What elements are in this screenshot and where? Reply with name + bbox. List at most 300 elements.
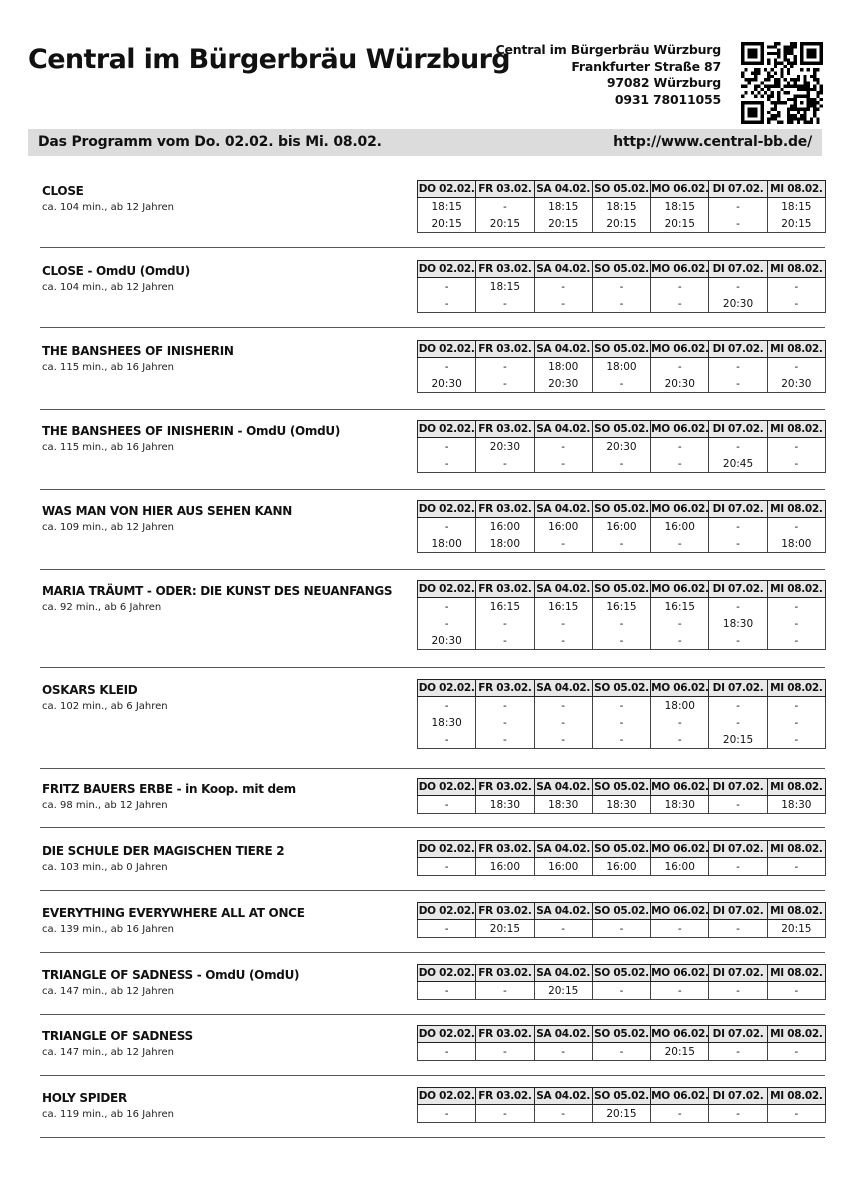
showtime-cell[interactable]: 20:30 [418, 632, 476, 650]
showtime-cell: - [534, 438, 592, 456]
day-header: DO 02.02. [418, 1026, 476, 1043]
showtime-cell: - [476, 198, 534, 216]
day-header: SO 05.02. [592, 261, 650, 278]
day-header-row [418, 261, 826, 278]
movie-info: ca. 147 min., ab 12 Jahren [42, 986, 174, 997]
day-header: DI 07.02. [709, 341, 767, 358]
day-header: SO 05.02. [592, 581, 650, 598]
showtime-cell[interactable]: 20:15 [709, 731, 767, 749]
showtime-row [418, 278, 826, 296]
program-range: Das Programm vom Do. 02.02. bis Mi. 08.02. [38, 134, 382, 150]
showtime-cell: - [476, 714, 534, 731]
day-header-row [418, 779, 826, 796]
showtime-cell: - [534, 1043, 592, 1061]
day-header: DI 07.02. [709, 261, 767, 278]
day-header: SO 05.02. [592, 1088, 650, 1105]
showtime-cell: - [592, 295, 650, 313]
showtime-cell[interactable]: 16:00 [592, 858, 650, 876]
showtime-table [417, 500, 826, 553]
day-header-row [418, 680, 826, 697]
showtime-cell: - [709, 278, 767, 296]
showtime-cell[interactable]: 18:00 [418, 535, 476, 553]
section-divider [40, 1137, 825, 1138]
showtime-cell[interactable]: 20:30 [418, 375, 476, 393]
movie-title[interactable]: TRIANGLE OF SADNESS - OmdU (OmdU) [42, 968, 300, 982]
showtime-cell: - [534, 615, 592, 632]
day-header: MI 08.02. [767, 841, 825, 858]
showtime-cell: - [709, 518, 767, 536]
showtime-cell: - [651, 295, 709, 313]
showtime-cell[interactable]: 20:15 [651, 1043, 709, 1061]
showtime-cell: - [534, 535, 592, 553]
movie-block [28, 1025, 825, 1076]
showtime-row [418, 920, 826, 938]
day-header: FR 03.02. [476, 1088, 534, 1105]
showtime-cell[interactable]: 16:15 [592, 598, 650, 616]
showtime-cell: - [476, 1043, 534, 1061]
movie-title[interactable]: FRITZ BAUERS ERBE - in Koop. mit dem [42, 782, 296, 796]
address-block [496, 42, 722, 108]
showtime-table [417, 778, 826, 814]
showtime-row [418, 615, 826, 632]
day-header-row [418, 965, 826, 982]
day-header: DO 02.02. [418, 680, 476, 697]
showtime-cell[interactable]: 20:15 [767, 215, 825, 233]
day-header: MO 06.02. [651, 779, 709, 796]
day-header: SA 04.02. [534, 680, 592, 697]
day-header: MO 06.02. [651, 261, 709, 278]
movie-info: ca. 98 min., ab 12 Jahren [42, 800, 168, 811]
day-header: FR 03.02. [476, 779, 534, 796]
showtime-cell: - [767, 1043, 825, 1061]
showtime-cell: - [709, 375, 767, 393]
showtime-cell: - [418, 455, 476, 473]
day-header: SO 05.02. [592, 181, 650, 198]
day-header: MI 08.02. [767, 181, 825, 198]
showtime-cell: - [592, 535, 650, 553]
movie-info: ca. 102 min., ab 6 Jahren [42, 701, 168, 712]
showtime-cell: - [651, 1105, 709, 1123]
showtime-cell: - [709, 982, 767, 1000]
showtime-cell[interactable]: 18:30 [592, 796, 650, 814]
day-header-row [418, 1088, 826, 1105]
address-phone: 0931 78011055 [614, 91, 721, 107]
showtime-row [418, 375, 826, 393]
showtime-table [417, 580, 826, 650]
day-header: SA 04.02. [534, 421, 592, 438]
showtime-cell[interactable]: 20:15 [418, 215, 476, 233]
showtime-row [418, 714, 826, 731]
showtime-cell[interactable]: 18:30 [476, 796, 534, 814]
showtime-table [417, 420, 826, 473]
movie-block [28, 340, 825, 410]
movie-block [28, 500, 825, 570]
showtime-cell: - [767, 731, 825, 749]
movie-title[interactable]: THE BANSHEES OF INISHERIN - OmdU (OmdU) [42, 424, 341, 438]
showtime-cell[interactable]: 16:15 [651, 598, 709, 616]
showtime-table [417, 1087, 826, 1123]
day-header: DO 02.02. [418, 261, 476, 278]
day-header: SO 05.02. [592, 1026, 650, 1043]
day-header: DI 07.02. [709, 680, 767, 697]
day-header: DI 07.02. [709, 581, 767, 598]
showtime-cell[interactable]: 18:15 [476, 278, 534, 296]
day-header: DO 02.02. [418, 581, 476, 598]
movie-info: ca. 115 min., ab 16 Jahren [42, 362, 174, 373]
showtime-cell[interactable]: 20:45 [709, 455, 767, 473]
day-header: DO 02.02. [418, 181, 476, 198]
day-header: MI 08.02. [767, 1088, 825, 1105]
movie-block [28, 1087, 825, 1138]
day-header: FR 03.02. [476, 181, 534, 198]
day-header: MI 08.02. [767, 779, 825, 796]
showtime-row [418, 358, 826, 376]
movie-block [28, 964, 825, 1015]
showtime-cell: - [767, 518, 825, 536]
showtime-cell[interactable]: 20:15 [476, 920, 534, 938]
showtime-row [418, 731, 826, 749]
showtime-row [418, 198, 826, 216]
movie-title[interactable]: HOLY SPIDER [42, 1091, 127, 1105]
showtime-cell[interactable]: 20:15 [651, 215, 709, 233]
showtime-cell: - [534, 1105, 592, 1123]
day-header-row [418, 181, 826, 198]
day-header: FR 03.02. [476, 965, 534, 982]
movie-block [28, 580, 825, 668]
showtime-row [418, 982, 826, 1000]
showtime-cell: - [651, 278, 709, 296]
showtime-cell: - [651, 438, 709, 456]
section-divider [40, 827, 825, 828]
day-header-row [418, 501, 826, 518]
showtime-cell: - [592, 714, 650, 731]
showtime-row [418, 1043, 826, 1061]
showtime-cell: - [476, 375, 534, 393]
section-divider [40, 1075, 825, 1076]
showtime-cell: - [418, 858, 476, 876]
showtime-cell[interactable]: 20:30 [534, 375, 592, 393]
showtime-cell: - [592, 697, 650, 715]
day-header: SO 05.02. [592, 341, 650, 358]
day-header: SO 05.02. [592, 965, 650, 982]
showtime-cell[interactable]: 20:15 [534, 982, 592, 1000]
showtime-cell[interactable]: 18:30 [767, 796, 825, 814]
showtime-cell: - [767, 714, 825, 731]
day-header: MI 08.02. [767, 341, 825, 358]
showtime-cell: - [476, 731, 534, 749]
showtime-cell[interactable]: 16:00 [476, 518, 534, 536]
day-header: SO 05.02. [592, 501, 650, 518]
day-header: DI 07.02. [709, 501, 767, 518]
showtime-cell: - [709, 438, 767, 456]
showtime-cell: - [592, 920, 650, 938]
showtime-cell: - [418, 598, 476, 616]
movie-title[interactable]: EVERYTHING EVERYWHERE ALL AT ONCE [42, 906, 305, 920]
showtime-cell[interactable]: 18:00 [767, 535, 825, 553]
showtime-cell: - [651, 455, 709, 473]
showtime-cell[interactable]: 16:15 [534, 598, 592, 616]
showtime-cell[interactable]: 20:30 [592, 438, 650, 456]
day-header: SO 05.02. [592, 421, 650, 438]
section-divider [40, 327, 825, 328]
day-header: MO 06.02. [651, 581, 709, 598]
day-header: DI 07.02. [709, 1088, 767, 1105]
movie-info: ca. 147 min., ab 12 Jahren [42, 1047, 174, 1058]
day-header: MO 06.02. [651, 1088, 709, 1105]
showtime-table [417, 840, 826, 876]
showtime-cell[interactable]: 18:15 [418, 198, 476, 216]
showtime-cell: - [767, 982, 825, 1000]
day-header: DO 02.02. [418, 779, 476, 796]
day-header: DI 07.02. [709, 841, 767, 858]
day-header: MO 06.02. [651, 680, 709, 697]
day-header: SA 04.02. [534, 779, 592, 796]
movie-block [28, 902, 825, 953]
movie-info: ca. 139 min., ab 16 Jahren [42, 924, 174, 935]
day-header: DO 02.02. [418, 341, 476, 358]
showtime-cell: - [534, 632, 592, 650]
showtime-cell: - [767, 278, 825, 296]
showtime-cell: - [418, 278, 476, 296]
movie-info: ca. 103 min., ab 0 Jahren [42, 862, 168, 873]
showtime-cell: - [651, 535, 709, 553]
showtime-cell: - [709, 1043, 767, 1061]
movie-info: ca. 92 min., ab 6 Jahren [42, 602, 162, 613]
day-header: SA 04.02. [534, 261, 592, 278]
showtime-cell[interactable]: 18:30 [651, 796, 709, 814]
showtime-row [418, 518, 826, 536]
day-header: MO 06.02. [651, 341, 709, 358]
day-header-row [418, 841, 826, 858]
day-header: SO 05.02. [592, 903, 650, 920]
movie-block [28, 260, 825, 328]
showtime-cell[interactable]: 18:15 [767, 198, 825, 216]
showtime-cell: - [418, 1043, 476, 1061]
day-header: DI 07.02. [709, 965, 767, 982]
showtime-cell: - [651, 632, 709, 650]
movie-block [28, 679, 825, 769]
showtime-cell: - [476, 1105, 534, 1123]
showtime-cell: - [592, 278, 650, 296]
showtime-cell[interactable]: 20:30 [476, 438, 534, 456]
showtime-cell: - [767, 358, 825, 376]
showtime-table [417, 180, 826, 233]
showtime-cell: - [418, 438, 476, 456]
day-header: MI 08.02. [767, 1026, 825, 1043]
movie-title[interactable]: CLOSE [42, 184, 84, 198]
cinema-title: Central im Bürgerbräu Würzburg [28, 44, 511, 75]
showtime-cell: - [534, 920, 592, 938]
day-header-row [418, 581, 826, 598]
showtime-cell: - [767, 858, 825, 876]
showtime-cell: - [534, 731, 592, 749]
showtime-cell: - [767, 1105, 825, 1123]
showtime-cell[interactable]: 18:00 [534, 358, 592, 376]
showtime-cell: - [592, 615, 650, 632]
showtime-cell[interactable]: 18:00 [651, 697, 709, 715]
showtime-cell: - [709, 215, 767, 233]
showtime-cell: - [767, 295, 825, 313]
showtime-cell[interactable]: 20:15 [592, 215, 650, 233]
showtime-cell: - [476, 697, 534, 715]
movie-block [28, 840, 825, 891]
showtime-cell: - [709, 598, 767, 616]
website-link[interactable]: http://www.central-bb.de/ [613, 134, 812, 150]
day-header: FR 03.02. [476, 421, 534, 438]
day-header: MI 08.02. [767, 965, 825, 982]
day-header: DI 07.02. [709, 421, 767, 438]
showtime-cell: - [592, 375, 650, 393]
showtime-cell: - [709, 632, 767, 650]
showtime-cell[interactable]: 20:15 [476, 215, 534, 233]
showtime-cell[interactable]: 18:15 [651, 198, 709, 216]
showtime-cell: - [767, 615, 825, 632]
day-header: DO 02.02. [418, 965, 476, 982]
showtime-row [418, 796, 826, 814]
showtime-row [418, 697, 826, 715]
day-header: MI 08.02. [767, 421, 825, 438]
address-name: Central im Bürgerbräu Würzburg [495, 42, 721, 57]
movie-title[interactable]: CLOSE - OmdU (OmdU) [42, 264, 190, 278]
address-city: 97082 Würzburg [606, 75, 721, 90]
showtime-cell[interactable]: 16:00 [651, 858, 709, 876]
day-header: FR 03.02. [476, 841, 534, 858]
movie-title[interactable]: THE BANSHEES OF INISHERIN [42, 344, 234, 358]
day-header: MI 08.02. [767, 581, 825, 598]
showtime-cell[interactable]: 20:30 [709, 295, 767, 313]
showtime-cell[interactable]: 16:00 [534, 518, 592, 536]
day-header-row [418, 421, 826, 438]
movie-title[interactable]: DIE SCHULE DER MAGISCHEN TIERE 2 [42, 844, 285, 858]
showtime-cell: - [767, 455, 825, 473]
movie-title[interactable]: OSKARS KLEID [42, 683, 138, 697]
showtime-cell: - [418, 358, 476, 376]
movie-title[interactable]: TRIANGLE OF SADNESS [42, 1029, 193, 1043]
showtime-cell[interactable]: 16:00 [592, 518, 650, 536]
showtime-cell[interactable]: 18:30 [418, 714, 476, 731]
showtime-row [418, 438, 826, 456]
day-header: FR 03.02. [476, 501, 534, 518]
showtime-cell[interactable]: 16:00 [476, 858, 534, 876]
showtime-cell[interactable]: 16:00 [534, 858, 592, 876]
showtime-cell: - [767, 697, 825, 715]
day-header: DO 02.02. [418, 903, 476, 920]
day-header: DI 07.02. [709, 903, 767, 920]
day-header: MO 06.02. [651, 1026, 709, 1043]
showtime-row [418, 858, 826, 876]
day-header-row [418, 341, 826, 358]
showtime-cell[interactable]: 16:00 [651, 518, 709, 536]
showtime-table [417, 679, 826, 749]
day-header: DO 02.02. [418, 841, 476, 858]
showtime-cell: - [418, 796, 476, 814]
day-header: SO 05.02. [592, 680, 650, 697]
showtime-cell: - [592, 632, 650, 650]
showtime-cell: - [767, 438, 825, 456]
showtime-cell: - [476, 615, 534, 632]
showtime-row [418, 295, 826, 313]
showtime-cell: - [592, 1043, 650, 1061]
showtime-cell: - [709, 198, 767, 216]
showtime-cell: - [418, 697, 476, 715]
section-divider [40, 768, 825, 769]
showtime-cell[interactable]: 18:00 [592, 358, 650, 376]
day-header: MO 06.02. [651, 181, 709, 198]
movie-info: ca. 104 min., ab 12 Jahren [42, 282, 174, 293]
showtime-cell[interactable]: 18:15 [534, 198, 592, 216]
showtime-cell[interactable]: 18:00 [476, 535, 534, 553]
day-header: MO 06.02. [651, 501, 709, 518]
showtime-cell[interactable]: 20:30 [767, 375, 825, 393]
showtime-cell: - [709, 920, 767, 938]
day-header: MI 08.02. [767, 501, 825, 518]
movie-title[interactable]: MARIA TRÄUMT - ODER: DIE KUNST DES NEUANFANGS [42, 584, 393, 598]
showtime-table [417, 340, 826, 393]
movie-info: ca. 109 min., ab 12 Jahren [42, 522, 174, 533]
showtime-cell: - [418, 295, 476, 313]
day-header: DI 07.02. [709, 181, 767, 198]
showtime-cell[interactable]: 20:15 [767, 920, 825, 938]
movie-info: ca. 119 min., ab 16 Jahren [42, 1109, 174, 1120]
day-header: DI 07.02. [709, 1026, 767, 1043]
showtime-cell: - [418, 982, 476, 1000]
showtime-cell: - [767, 632, 825, 650]
showtime-cell: - [418, 518, 476, 536]
showtime-table [417, 964, 826, 1000]
movie-block [28, 420, 825, 490]
showtime-cell[interactable]: 20:30 [651, 375, 709, 393]
showtime-cell: - [534, 714, 592, 731]
showtime-cell: - [592, 455, 650, 473]
showtime-table [417, 260, 826, 313]
movie-info: ca. 104 min., ab 12 Jahren [42, 202, 174, 213]
day-header: DO 02.02. [418, 501, 476, 518]
program-band [28, 129, 822, 156]
day-header: FR 03.02. [476, 680, 534, 697]
section-divider [40, 1014, 825, 1015]
showtime-cell: - [651, 731, 709, 749]
showtime-cell: - [651, 920, 709, 938]
day-header: DO 02.02. [418, 1088, 476, 1105]
day-header: DO 02.02. [418, 421, 476, 438]
day-header: FR 03.02. [476, 341, 534, 358]
showtime-row [418, 632, 826, 650]
day-header: FR 03.02. [476, 581, 534, 598]
showtime-row [418, 1105, 826, 1123]
showtime-row [418, 215, 826, 233]
showtime-cell: - [534, 697, 592, 715]
day-header: MO 06.02. [651, 841, 709, 858]
showtime-cell[interactable]: 20:15 [592, 1105, 650, 1123]
showtime-cell: - [709, 1105, 767, 1123]
showtime-cell[interactable]: 18:15 [592, 198, 650, 216]
showtime-cell: - [651, 615, 709, 632]
showtime-cell[interactable]: 18:30 [534, 796, 592, 814]
showtime-table [417, 902, 826, 938]
day-header: MI 08.02. [767, 903, 825, 920]
movie-title[interactable]: WAS MAN VON HIER AUS SEHEN KANN [42, 504, 293, 518]
section-divider [40, 489, 825, 490]
qr-code-icon[interactable] [741, 42, 823, 124]
showtime-cell: - [476, 982, 534, 1000]
day-header: SA 04.02. [534, 1026, 592, 1043]
showtime-cell: - [709, 796, 767, 814]
showtime-cell[interactable]: 20:15 [534, 215, 592, 233]
showtime-cell[interactable]: 18:30 [709, 615, 767, 632]
day-header: FR 03.02. [476, 1026, 534, 1043]
showtime-cell[interactable]: 16:15 [476, 598, 534, 616]
showtime-cell: - [418, 615, 476, 632]
